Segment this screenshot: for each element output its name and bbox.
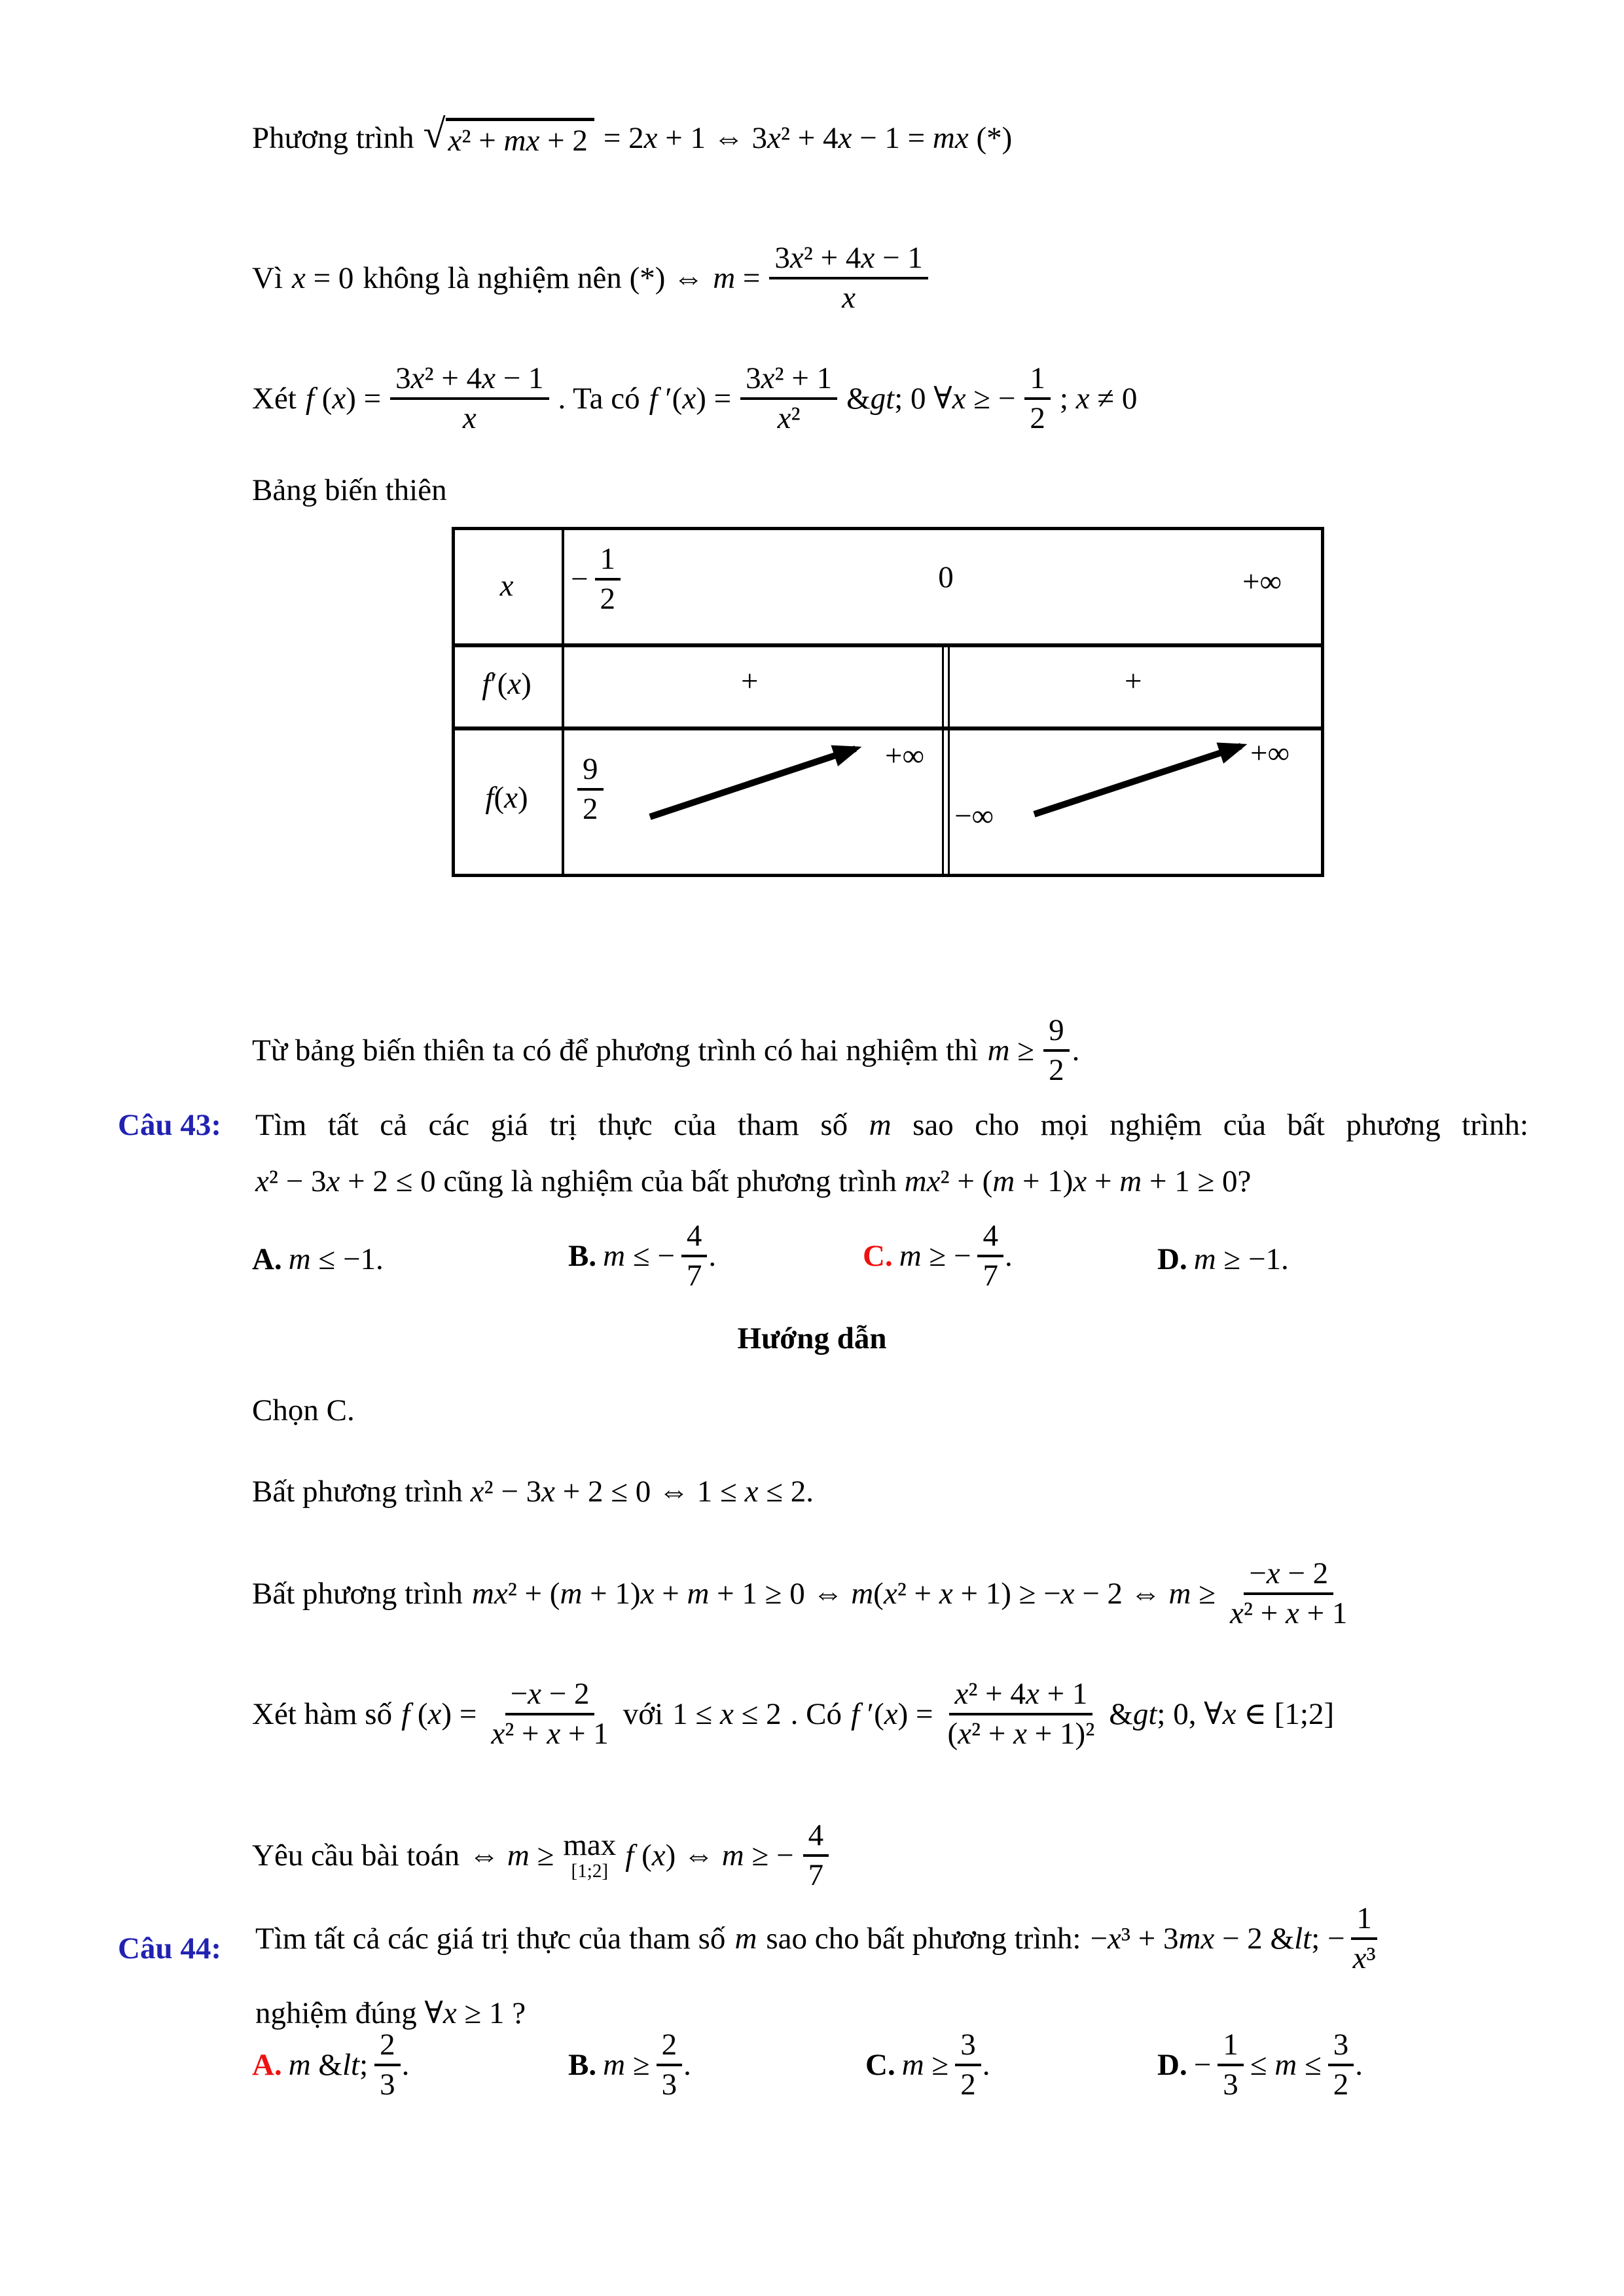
question-43-label: Câu 43:	[118, 1108, 221, 1142]
fraction	[374, 2028, 401, 2102]
table-fprime-sign-right: +	[1125, 664, 1142, 698]
math-run: −x³ + 3mx − 2 &lt; −	[1090, 1921, 1345, 1956]
fraction-denominator: 2	[1030, 401, 1045, 435]
solution-43-line4	[252, 1818, 829, 1892]
fraction-numerator: 3x² + 4x − 1	[390, 361, 549, 400]
question-43-line2	[255, 1164, 1251, 1199]
math-run: m ≤ −1.	[288, 1242, 384, 1276]
fraction	[1348, 1901, 1381, 1975]
minus-sign: −	[571, 562, 588, 596]
fraction-numerator: 1	[1218, 2028, 1244, 2066]
fraction	[577, 752, 604, 826]
math-run: ; x ≠ 0	[1059, 381, 1138, 416]
text-run: Vì	[252, 260, 283, 295]
table-f-left-limit: +∞	[885, 739, 925, 773]
table-x-zero-value: 0	[938, 560, 954, 594]
fraction	[740, 361, 837, 435]
fraction	[681, 1219, 708, 1293]
option-letter: A.	[252, 2047, 282, 2082]
math-run: m	[869, 1108, 892, 1142]
fraction	[1328, 2028, 1354, 2102]
fraction-denominator: x²	[777, 401, 801, 435]
fraction-denominator: x	[462, 401, 477, 435]
math-run: ∀x ≥ 1 ?	[424, 1996, 526, 2030]
option-letter: A.	[252, 1242, 282, 1276]
fraction-numerator: 2	[374, 2028, 401, 2066]
text-run: sao cho bất phương trình:	[766, 1921, 1081, 1956]
fraction	[657, 2028, 683, 2102]
option-letter: B.	[568, 1238, 597, 1273]
question-44-label: Câu 44:	[118, 1931, 221, 1965]
option-b	[568, 2028, 691, 2102]
text-run: . Có	[790, 1696, 842, 1731]
fraction-numerator: 3x² + 1	[740, 361, 837, 400]
table-x-plus-infinity: +∞	[1242, 565, 1282, 599]
radicand: x² + mx + 2	[446, 118, 594, 158]
table-double-line	[948, 643, 950, 877]
max-label: max	[563, 1827, 617, 1862]
solution-line-m-isolated	[252, 241, 928, 315]
table-f-right-start: −∞	[954, 799, 994, 833]
fraction-denominator: 2	[1049, 1052, 1064, 1087]
fraction-numerator: 1	[1351, 1901, 1377, 1940]
table-row-header-x: x	[499, 569, 514, 603]
text-run: .	[708, 1238, 717, 1273]
math-run: m	[734, 1921, 757, 1956]
math-run: f (x) =	[305, 381, 382, 416]
fraction-numerator: 4	[803, 1818, 829, 1857]
text-run: Tìm tất cả các giá trị thực của tham số	[255, 1108, 848, 1142]
text-run: Yêu cầu bài toán	[252, 1838, 460, 1873]
math-run: mx² + (m + 1)x + m + 1 ≥ 0 ⇔ m(x² + x + 1) ≥ −x − 2 ⇔ m ≥	[471, 1576, 1216, 1611]
option-c	[865, 2028, 990, 2102]
solution-conclusion	[252, 1013, 1079, 1087]
fraction-numerator: 4	[977, 1219, 1003, 1257]
text-run: Bất phương trình	[252, 1576, 463, 1611]
math-run: f ′(x) =	[850, 1696, 933, 1731]
math-run: m ≥ −1.	[1193, 1242, 1289, 1276]
fraction	[769, 241, 928, 315]
math-run: &gt; 0 ∀x ≥ −	[846, 382, 1016, 416]
table-header-divider	[562, 527, 564, 877]
text-run: .	[1355, 2047, 1363, 2082]
math-run: −	[1193, 2047, 1212, 2082]
fraction-denominator: 7	[983, 1258, 998, 1293]
fraction-denominator: (x² + x + 1)²	[947, 1716, 1095, 1751]
option-letter: C.	[863, 1238, 893, 1273]
option-letter: B.	[568, 2047, 597, 2082]
math-run: 1 ≤ x ≤ 2	[672, 1696, 782, 1731]
solution-heading: Hướng dẫn	[737, 1321, 887, 1355]
text-run: Từ bảng biến thiên ta có để phương trình có hai nghiệm thì	[252, 1033, 979, 1067]
table-row-header-fprime: f ′( x )	[482, 667, 532, 701]
text-run: .	[1072, 1033, 1080, 1067]
text-run: cũng là nghiệm của bất phương trình	[443, 1164, 897, 1198]
math-run: f ′(x) =	[649, 381, 732, 416]
table-f-right-limit: +∞	[1250, 736, 1290, 770]
fraction-denominator: 7	[808, 1857, 824, 1892]
variation-table-label: Bảng biến thiên	[252, 473, 447, 507]
fraction	[803, 1818, 829, 1892]
text-run: .	[683, 2047, 691, 2082]
fraction-denominator: 3	[1223, 2067, 1238, 2102]
option-a	[252, 1242, 384, 1277]
solution-43-line2	[252, 1556, 1352, 1630]
text-run: Bất phương trình	[252, 1475, 463, 1509]
fraction-numerator: 3	[1328, 2028, 1354, 2066]
fraction-numerator: 1	[1024, 361, 1051, 400]
math-run: x = 0	[292, 260, 354, 295]
math-run: m &lt;	[288, 2047, 369, 2082]
increase-arrow	[645, 732, 887, 827]
fraction-denominator: 2	[1333, 2067, 1349, 2102]
fraction-numerator: 3x² + 4x − 1	[769, 241, 928, 279]
text-run: Xét hàm số	[252, 1696, 393, 1731]
fraction-numerator: 9	[577, 752, 604, 791]
fraction-numerator: 2	[657, 2028, 683, 2066]
fraction-denominator: 2	[960, 2067, 976, 2102]
fraction-denominator: x³	[1352, 1941, 1376, 1975]
solution-43-line3	[252, 1677, 1334, 1751]
table-row-header-f: f ( x )	[485, 781, 528, 815]
increase-arrow	[1029, 728, 1271, 823]
option-a-correct	[252, 2028, 409, 2102]
solution-line-sqrt-equation	[252, 112, 1013, 158]
fraction	[943, 1677, 1100, 1751]
option-letter: D.	[1157, 2047, 1187, 2082]
fraction-numerator: 3	[955, 2028, 981, 2066]
fraction-numerator: −x − 2	[505, 1677, 595, 1715]
fraction	[1043, 1013, 1070, 1087]
math-run: m ≥ −	[899, 1238, 971, 1273]
fraction-numerator: x² + 4x + 1	[949, 1677, 1092, 1715]
text-run: Xét	[252, 381, 297, 416]
fraction-denominator: 2	[600, 581, 616, 616]
option-letter: C.	[865, 2047, 895, 2082]
text-run: với	[623, 1696, 664, 1731]
fraction-denominator: x² + x + 1	[491, 1716, 609, 1751]
math-run: ≤ m ≤	[1250, 2047, 1322, 2082]
fraction	[955, 2028, 981, 2102]
math-run: m ≥	[987, 1033, 1035, 1067]
fraction	[1024, 361, 1051, 435]
max-operator	[563, 1829, 616, 1882]
fraction-numerator: 9	[1043, 1013, 1070, 1052]
solution-43-line1	[252, 1474, 814, 1509]
question-43-line1	[255, 1107, 1528, 1143]
table-row-divider	[452, 643, 1324, 647]
fraction	[486, 1677, 613, 1751]
math-run: f (x) ⇔ m ≥ −	[625, 1838, 794, 1873]
fraction-denominator: 3	[380, 2067, 395, 2102]
text-run: không là nghiệm nên (*) ⇔	[363, 260, 704, 295]
text-run: Phương trình	[252, 121, 414, 156]
fraction-denominator: 2	[583, 791, 598, 826]
fraction-denominator: 3	[661, 2067, 677, 2102]
option-c-correct	[863, 1219, 1013, 1293]
math-run: x² − 3x + 2 ≤ 0	[255, 1164, 436, 1198]
math-run: m ≤ −	[603, 1238, 675, 1273]
solution-line-derivative	[252, 361, 1137, 435]
text-run: .	[982, 2047, 990, 2082]
table-f-start-value	[577, 751, 604, 826]
option-d	[1157, 2028, 1363, 2102]
table-x-min-value	[571, 542, 621, 616]
chosen-answer: Chọn C.	[252, 1393, 355, 1427]
math-run: m =	[713, 260, 761, 295]
fraction	[977, 1219, 1003, 1293]
text-run: Tìm tất cả các giá trị thực của tham số	[255, 1921, 726, 1956]
table-double-line	[942, 643, 944, 877]
fraction-denominator: 7	[686, 1258, 702, 1293]
table-fprime-sign-left: +	[741, 664, 759, 698]
max-interval: [1;2]	[571, 1861, 609, 1882]
math-run: ⇔ m ≥	[469, 1838, 554, 1873]
math-run: m ≥	[901, 2047, 949, 2082]
question-44-line2	[255, 1995, 526, 2031]
fraction-numerator: −x − 2	[1244, 1556, 1333, 1595]
fraction	[1218, 2028, 1244, 2102]
text-run: sao cho mọi nghiệm của bất phương trình:	[912, 1108, 1528, 1142]
fraction-denominator: x² + x + 1	[1230, 1596, 1348, 1630]
text-run: .	[401, 2047, 410, 2082]
sqrt-expression	[423, 112, 594, 158]
fraction	[1225, 1556, 1352, 1630]
fraction-numerator: 4	[681, 1219, 708, 1257]
fraction-denominator: x	[842, 280, 856, 315]
fraction-numerator: 1	[595, 542, 621, 581]
question-44-line1	[255, 1901, 1381, 1975]
math-run: m ≥	[603, 2047, 650, 2082]
option-letter: D.	[1157, 1242, 1187, 1276]
math-run: f (x) =	[401, 1696, 477, 1731]
option-d	[1157, 1242, 1289, 1277]
text-run: . Ta có	[558, 381, 640, 416]
fraction	[390, 361, 549, 435]
text-run: nghiệm đúng	[255, 1996, 417, 2030]
fraction	[595, 542, 621, 616]
radical-icon: √	[423, 112, 446, 156]
text-run: .	[1004, 1238, 1013, 1273]
option-b	[568, 1219, 716, 1293]
math-run: &gt; 0, ∀x ∈ [1;2]	[1109, 1697, 1335, 1732]
math-run: mx² + (m + 1)x + m + 1 ≥ 0?	[904, 1164, 1252, 1198]
math-run: x² − 3x + 2 ≤ 0 ⇔ 1 ≤ x ≤ 2.	[470, 1475, 814, 1509]
math-run: = 2x + 1 ⇔ 3x² + 4x − 1 = mx (*)	[603, 121, 1013, 156]
